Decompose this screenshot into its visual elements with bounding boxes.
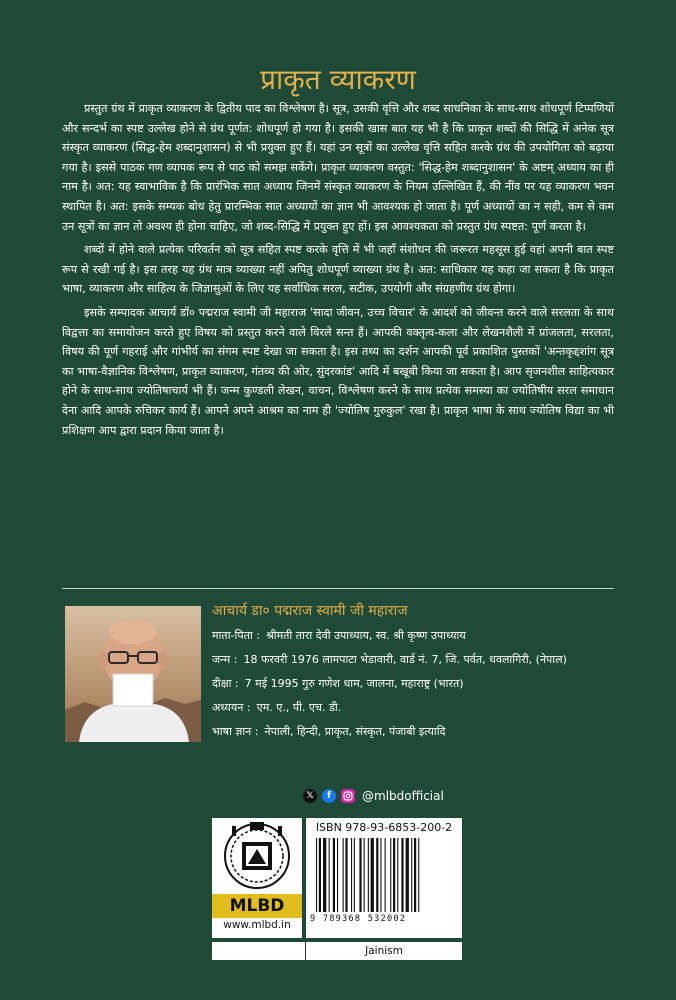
bio-label: दीक्षा :: [212, 677, 239, 690]
bio-label: माता-पिता :: [212, 629, 260, 642]
bio-value: नेपाली, हिन्दी, प्राकृत, संस्कृत, पंजाबी इत्यादि: [264, 725, 446, 738]
facebook-icon[interactable]: f: [322, 789, 336, 803]
bio-parents: [212, 627, 614, 644]
bio-diksha: [212, 675, 614, 692]
author-name: आचार्य डा० पद्मराज स्वामी जी महाराज: [212, 603, 408, 619]
bio-value: 18 फरवरी 1976 लामपाटा भेडावारी, वार्ड नं. 7, जि. पर्वत, धवलागिरी, (नेपाल): [243, 653, 567, 666]
category-label: Jainism: [365, 945, 403, 957]
bio-label: अध्ययन :: [212, 701, 251, 714]
bio-value: श्रीमती तारा देवी उपाध्याय, स्व. श्री कृष्ण उपाध्याय: [265, 629, 466, 642]
blurb: [62, 99, 614, 444]
instagram-icon[interactable]: [341, 789, 355, 803]
isbn-block: [306, 818, 462, 938]
blurb-paragraph-1: प्रस्तुत ग्रंथ में प्राकृत व्याकरण के द्वितीय पाद का विश्लेषण है। सूत्र, उसकी वृत्ति और शब्द साधनिका के साथ-साथ शोधपूर्ण टिप्पणियों और सन्दर्भ का स्पष्ट उल्लेख होने से ग्रंथ पूर्णत: शोधपूर्ण हो गया है। इसकी खास बात यह भी है कि प्राकृत शब्दों की सिद्धि में अनेक सूत्र संस्कृत व्याकरण (सिद्ध-हेम शब्दानुशासन) से भी प्रयुक्त हुए हैं। यहां उन सूत्रों का उल्लेख वृत्ति सहित करके ग्रंथ की उपयोगिता को बढ़ाया गया है। इससे पाठक गण व्यापक रूप से पाठ को समझ सकेंगे। प्राकृत व्याकरण वस्तुत: 'सिद्ध-हेम शब्दानुशासन' के अष्टम् अध्याय का ही नाम है। अत: यह स्वाभाविक है कि प्रारंभिक सात अध्याय जिनमें संस्कृत व्याकरण के नियम उल्लिखित हैं, की नींव पर यह व्याकरण भवन स्थापित है। अत: इसके सम्यक बोध हेतु प्रारम्भिक सात अध्यायों का ज्ञान भी आवश्यक हो जाता है। पूर्ण अध्यायों का न सही, कम से कम उन सूत्रों का ज्ञान तो अवश्य ही होना चाहिए, जो शब्द-सिद्धि में प्रयुक्त हुए हों। इस आवश्यकता को प्रस्तुत ग्रंथ स्पष्टत: पूर्ण करता है।: [62, 102, 614, 233]
barcode-icon: [314, 838, 454, 912]
publisher-logo: [212, 818, 302, 938]
bio-value: 7 मई 1995 गुरु गणेश धाम, जालना, महाराष्ट्र (भारत): [244, 677, 464, 690]
social-handle[interactable]: @mlbdofficial: [362, 789, 444, 803]
category-blank: [212, 942, 306, 960]
author-bio: [212, 601, 614, 747]
publisher-url[interactable]: www.mlbd.in: [223, 919, 291, 931]
category-strip: [212, 942, 462, 960]
book-title: प्राकृत व्याकरण: [260, 63, 416, 96]
publisher-name: MLBD: [212, 894, 302, 918]
x-icon[interactable]: 𝕏: [303, 789, 317, 803]
barcode-digits: 9 789368 532002: [310, 914, 407, 924]
author-photo: [65, 606, 201, 742]
blurb-paragraph-2: शब्दों में होने वाले प्रत्येक परिवर्तन को सूत्र सहित स्पष्ट करके वृत्ति में भी जहाँ संशोधन की जरूरत महसूस हुई वहां अपनी बात स्पष्ट रूप से रखी गई है। इस तरह यह ग्रंथ मात्र व्याख्या नहीं अपितु शोधपूर्ण व्याख्या ग्रंथ है। अत: साधिकार यह कहा जा सकता है कि प्राकृत भाषा, व्याकरण और साहित्य के जिज्ञासुओं के लिए यह सर्वाधिक सरल, सटीक, उपयोगी और संग्रहणीय ग्रंथ होगा।: [62, 243, 614, 296]
blurb-paragraph-3: इसके सम्पादक आचार्य डॉ० पद्मराज स्वामी जी महाराज 'सादा जीवन, उच्च विचार' के आदर्श को जीवन्त करने वाले सरलता के साथ विद्वत्ता का समायोजन करते हुए विषय को प्रस्तुत करने वाले विरले सन्त हैं। आपकी वक्तृत्व-कला और लेखनशैली में प्रांजलता, सरलता, विषय की पूर्ण गहराई और गांभीर्य का संगम स्पष्ट देखा जा सकता है। इस तथ्य का दर्शन आपकी पूर्व प्रकाशित पुस्तकों 'अन्तकृद्दशांग सूत्र का भाषा-वैज्ञानिक विश्लेषण, प्राकृत व्याकरण, गंतव्य की ओर, सुंदरकांड' आदि में बखूबी किया जा सकता है। आप सृजनशील साहित्यकार होने के साथ-साथ ज्योतिषाचार्य भी हैं। जन्म कुण्डली लेखन, वाचन, विश्लेषण करने के साथ प्रत्येक समस्या का ज्योतिषीय सरल समाधान देना आदि आपके रुचिकर कार्य हैं। आपने अपने आश्रम का नाम ही 'ज्योतिष गुरुकुल' रखा है। प्राकृत भाषा के साथ ज्योतिष विद्या का भी प्रशिक्षण आप द्वारा प्रदान किया जाता है।: [62, 305, 614, 437]
bio-value: एम. ए., पी. एच. डी.: [256, 701, 342, 714]
section-divider: [62, 588, 614, 589]
bio-label: जन्म :: [212, 653, 238, 666]
bio-label: भाषा ज्ञान :: [212, 725, 259, 738]
publisher-emblem-icon: [212, 818, 302, 894]
bio-birth: [212, 651, 614, 668]
social-links: [303, 788, 444, 804]
isbn-number: ISBN 978-93-6853-200-2: [315, 821, 453, 834]
bio-education: [212, 699, 614, 716]
bio-languages: [212, 723, 614, 740]
